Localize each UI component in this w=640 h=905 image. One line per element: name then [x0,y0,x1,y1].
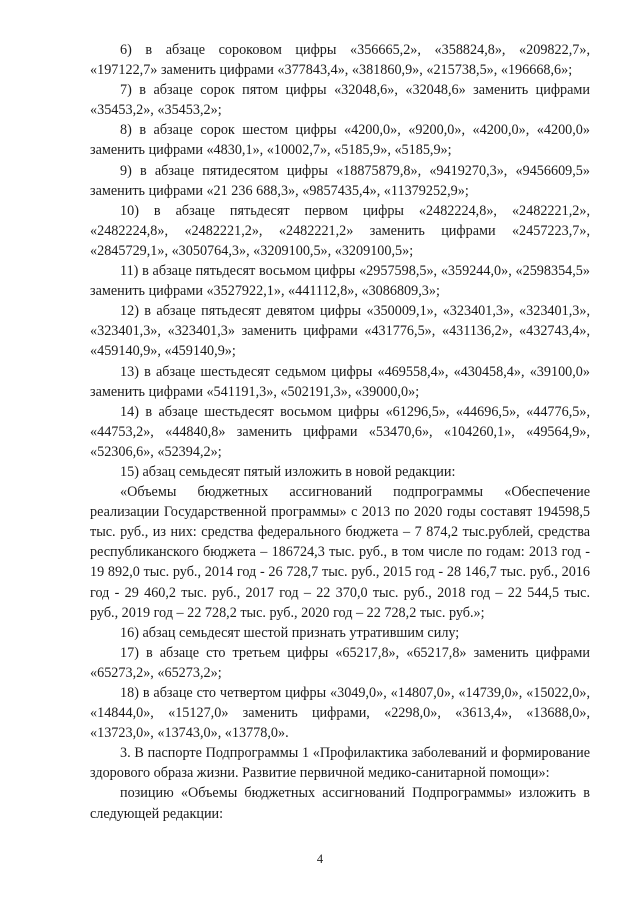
paragraph-item-14: 14) в абзаце шестьдесят восьмом цифры «61296,5», «44696,5», «44776,5», «44753,2», «44840,8» заменить цифрами «53470,6», «104260,1», «49564,9», «52306,6», «52394,2»; [90,403,590,460]
quoted-new-text: «Объемы бюджетных ассигнований подпрограммы «Обеспечение реализации Государственной программы» с 2013 по 2020 годы составят 194598,5 тыс. руб., из них: средства федерального бюджета – 7 874,2 тыс.рублей, средства республиканского бюджета – 186724,3 тыс. руб., в том числе по годам: 2013 год - 19 892,0 тыс. руб., 2014 год - 26 728,7 тыс. руб., 2015 год - 28 146,7 тыс. руб., 2016 год - 29 460,2 тыс. руб., 2017 год – 22 370,0 тыс. руб., 2018 год – 22 544,5 тыс. руб., 2019 год – 22 728,2 тыс. руб., 2020 год – 22 728,2 тыс. руб.»; [90,484,590,621]
paragraph-item-16: 16) абзац семьдесят шестой признать утратившим силу; [120,624,460,641]
paragraph-item-7: 7) в абзаце сорок пятом цифры «32048,6», «32048,6» заменить цифрами «35453,2», «35453,2»; [90,82,590,119]
paragraph-item-10: 10) в абзаце пятьдесят первом цифры «2482224,8», «2482221,2», «2482224,8», «2482221,2», «2482221,2» заменить цифрами «2457223,7», «2845729,1», «3050764,3», «3209100,5», «3209100,5»; [90,202,590,259]
paragraph-item-8: 8) в абзаце сорок шестом цифры «4200,0», «9200,0», «4200,0», «4200,0» заменить цифрами «4830,1», «10002,7», «5185,9», «5185,9»; [90,122,590,159]
paragraph-item-12: 12) в абзаце пятьдесят девятом цифры «350009,1», «323401,3», «323401,3», «323401,3», «323401,3» заменить цифрами «431776,5», «431136,2», «432743,4», «459140,9», «459140,9»; [90,303,590,360]
page-number: 4 [316,852,324,866]
paragraph-item-6: 6) в абзаце сороковом цифры «356665,2», «358824,8», «209822,7», «197122,7» заменить цифрами «377843,4», «381860,9», «215738,5», «196668,6»; [90,42,590,79]
paragraph-item-9: 9) в абзаце пятидесятом цифры «18875879,8», «9419270,3», «9456609,5» заменить цифрами «21 236 688,3», «9857435,4», «11379252,9»; [90,162,590,199]
paragraph-item-18: 18) в абзаце сто четвертом цифры «3049,0», «14807,0», «14739,0», «15022,0», «14844,0», «15127,0» заменить цифрами, «2298,0», «3613,4», «13688,0», «13723,0», «13743,0», «13778,0». [90,685,590,742]
paragraph-item-17: 17) в абзаце сто третьем цифры «65217,8», «65217,8» заменить цифрами «65273,2», «65273,2»; [90,644,590,681]
position-paragraph: позицию «Объемы бюджетных ассигнований Подпрограммы» изложить в следующей редакции: [90,785,590,822]
section-3-paragraph: 3. В паспорте Подпрограммы 1 «Профилактика заболеваний и формирование здорового образа жизни. Развитие первичной медико-санитарной помощи»: [90,745,590,782]
paragraph-item-11: 11) в абзаце пятьдесят восьмом цифры «2957598,5», «359244,0», «2598354,5» заменить цифрами «3527922,1», «441112,8», «3086809,3»; [90,263,590,300]
paragraph-item-13: 13) в абзаце шестьдесят седьмом цифры «469558,4», «430458,4», «39100,0» заменить цифрами «541191,3», «502191,3», «39000,0»; [90,363,590,400]
document-body [90,40,590,824]
paragraph-item-15: 15) абзац семьдесят пятый изложить в новой редакции: [120,463,456,480]
